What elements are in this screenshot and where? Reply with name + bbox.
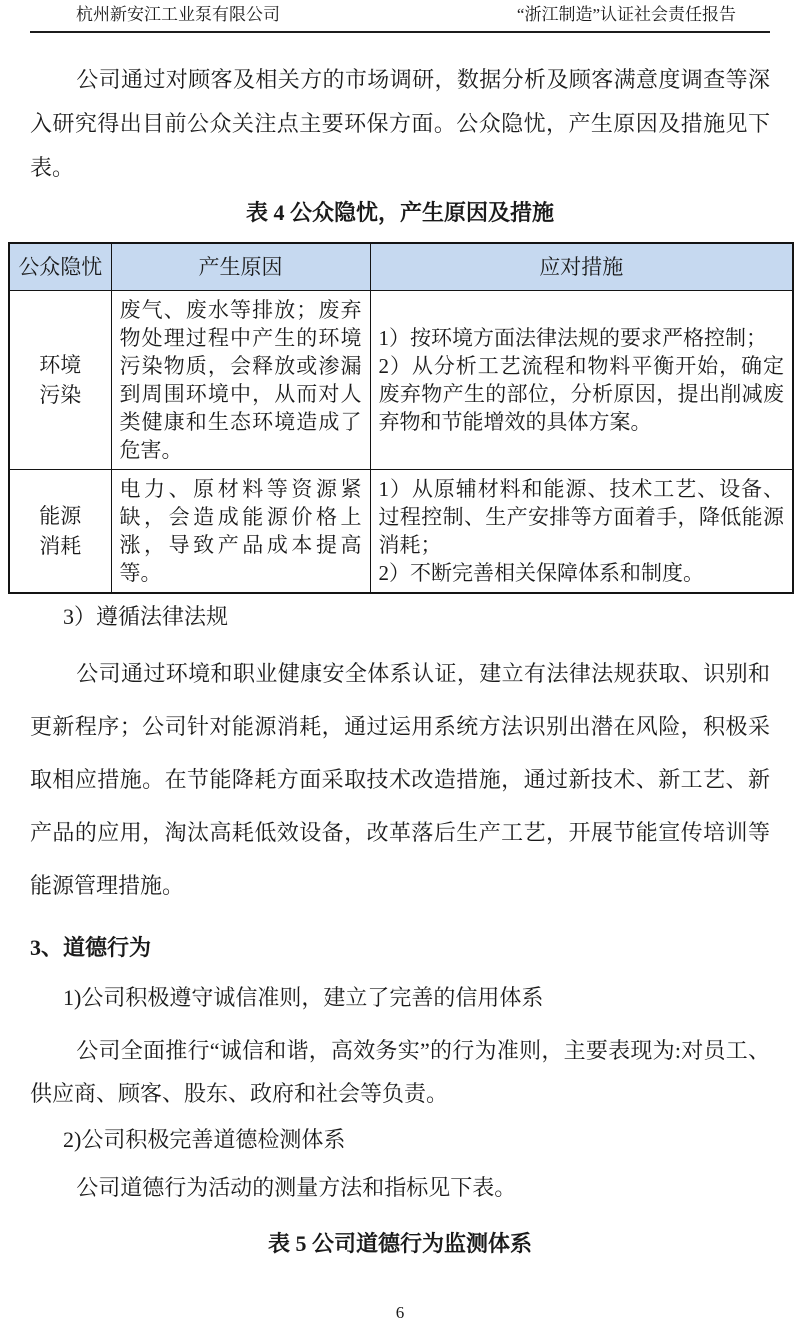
table-row <box>9 291 793 470</box>
measure-item: 1）按环境方面法律法规的要求严格控制； <box>378 326 767 350</box>
measure-paragraph: 公司道德行为活动的测量方法和指标见下表。 <box>76 1175 517 1200</box>
page-number: 6 <box>395 1303 405 1322</box>
credit-paragraph: 公司全面推行“诚信和谐，高效务实”的行为准则，主要表现为:对员工、供应商、顾客、股东、政府和社会等负责。 <box>30 1038 770 1106</box>
header-report-title: “浙江制造”认证社会责任报告 <box>516 5 736 24</box>
subitem-ethics-system: 2)公司积极完善道德检测体系 <box>63 1127 346 1152</box>
cell-cause: 废气、废水等排放；废弃物处理过程中产生的环境污染物质，会释放或渗漏到周围环境中，从而对人类健康和生态环境造成了危害。 <box>111 291 370 470</box>
subitem-credit: 1)公司积极遵守诚信准则，建立了完善的信用体系 <box>63 985 544 1010</box>
table-row <box>9 470 793 594</box>
col-header-measures: 应对措施 <box>370 243 793 291</box>
section-heading-ethics: 3、道德行为 <box>30 935 152 960</box>
col-header-concern: 公众隐忧 <box>9 243 111 291</box>
concern-label: 环境污染 <box>39 353 82 407</box>
public-concern-table <box>8 242 794 594</box>
cell-concern <box>9 470 111 594</box>
col-header-cause: 产生原因 <box>111 243 370 291</box>
measure-item: 2）从分析工艺流程和物料平衡开始，确定废弃物产生的部位，分析原因，提出削减废弃物和节能增效的具体方案。 <box>378 354 784 434</box>
header-company-name: 杭州新安江工业泵有限公司 <box>76 5 280 24</box>
table-header-row <box>9 243 793 291</box>
subitem-law: 3）遵循法律法规 <box>63 604 229 629</box>
measure-item: 2）不断完善相关保障体系和制度。 <box>378 561 704 585</box>
intro-paragraph: 公司通过对顾客及相关方的市场调研，数据分析及顾客满意度调查等深入研究得出目前公众关注点主要环保方面。公众隐忧，产生原因及措施见下表。 <box>30 67 770 180</box>
cell-measures <box>370 291 793 470</box>
law-paragraph: 公司通过环境和职业健康安全体系认证，建立有法律法规获取、识别和更新程序；公司针对能源消耗，通过运用系统方法识别出潜在风险，积极采取相应措施。在节能降耗方面采取技术改造措施，通过新技术、新工艺、新产品的应用，淘汰高耗低效设备，改革落后生产工艺，开展节能宣传培训等能源管理措施。 <box>30 661 770 898</box>
cell-measures <box>370 470 793 594</box>
table5-caption: 表 5 公司道德行为监测体系 <box>267 1231 532 1256</box>
cell-cause: 电力、原材料等资源紧缺，会造成能源价格上涨，导致产品成本提高等。 <box>111 470 370 594</box>
cell-concern <box>9 291 111 470</box>
table4-caption: 表 4 公众隐忧，产生原因及措施 <box>245 200 554 225</box>
measure-item: 1）从原辅材料和能源、技术工艺、设备、过程控制、生产安排等方面着手，降低能源消耗； <box>378 477 784 557</box>
concern-label: 能源消耗 <box>39 504 82 558</box>
